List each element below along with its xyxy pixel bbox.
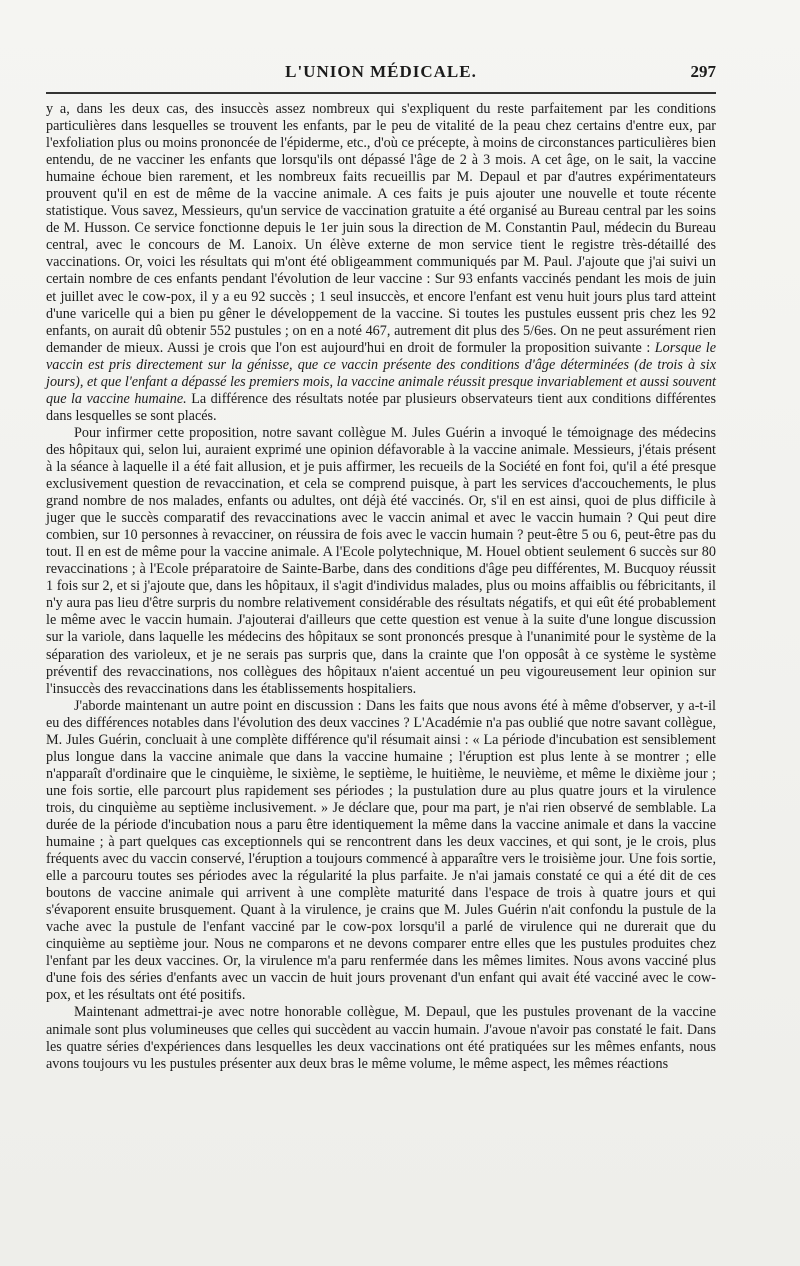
paragraph-text: La différence des résultats notée par plusieurs observateurs tient aux conditions différentes dans lesquelles se sont placés. [46,390,717,424]
header-rule [46,92,716,94]
paragraph-text: J'aborde maintenant un autre point en discussion : Dans les faits que nous avons été à même d'observer, y a-t-il eu des différences notables dans l'évolution des deux vaccines ? L'Académie n'a pas oublié que notre savant collègue, M. Jules Guérin, concluait à une complète différence qu'il résumait ainsi : « La période d'incubation est sensiblement plus longue dans la vaccine animale que dans la vaccine humaine ; l'éruption est plus lente à se montrer ; elle n'apparaît d'ordinaire que le cinquième, le sixième, le septième, le huitième, le neuvième, et même le dixième jour ; une fois sortie, elle parcourt plus rapidement ses périodes ; la pustulation dure au plus quatre jours et la virulence trois, du cinquième au septième inclusivement. » Je déclare que, pour ma part, je n'ai rien observé de semblable. La durée de la période d'incubation nous a paru être identiquement la même dans la vaccine animale et dans la vaccine humaine ; à part quelques cas exceptionnels qui se rencontrent dans les deux vaccines, et qui sont, je le crois, plus fréquents avec du vaccin conservé, l'éruption a toujours commencé à apparaître vers le troisième jour. Une fois sortie, elle a parcouru toutes ses périodes avec la régularité la plus parfaite. Je n'ai jamais constaté ce qui a été dit de ces boutons de vaccine animale qui arrivent à une complète maturité dans l'espace de trois à quatre jours et qui s'évaporent ensuite brusquement. Quant à la virulence, je crains que M. Jules Guérin n'ait confondu la pustule de la vache avec la pustule de l'enfant vacciné par le cow-pox lorsqu'il a parlé de virulence qui ne durerait que du cinquième au septième jour. Nous ne comparons et ne devons comparer entre elles que les pustules produites chez l'enfant par les deux vaccines. Or, la virulence m'a paru renfermée dans les mêmes limites. Nous avons vacciné plus d'une fois des séries d'enfants avec un vaccin de huit jours provenant d'un enfant qui avait été vacciné avec le cow-pox, et les résultats ont été positifs. [46,697,716,1004]
paragraph-4 [46,1004,716,1072]
page-number: 297 [690,62,716,81]
paragraph-3 [46,698,716,1005]
article-body [46,101,716,1073]
paragraph-text: Maintenant admettrai-je avec notre honorable collègue, M. Depaul, que les pustules provenant de la vaccine animale sont plus volumineuses que celles qui succèdent au vaccin humain. J'avoue n'avoir pas constaté le fait. Dans les quatre séries d'expériences dans lesquelles les deux vaccinations ont été pratiquées sur les mêmes enfants, nous avons toujours vu les pustules présenter aux deux bras le même volume, le même aspect, les mêmes réactions [46,1004,716,1072]
paragraph-text: y a, dans les deux cas, des insuccès assez nombreux qui s'expliquent du reste parfaitement par les conditions particulières dans lesquelles se trouvent les enfants, par le peu de vitalité de la peau chez certains d'entre eux, par l'exfoliation plus ou moins prononcée de l'épiderme, etc., d'où ce précepte, à moins de circonstances particulières bien entendu, de ne vacciner les enfants que lorsqu'ils ont dépassé l'âge de 2 à 3 mois. A cet âge, on le sait, la vaccine humaine échoue bien rarement, et les nombreux faits recueillis par M. Depaul et par d'autres expérimentateurs prouvent qu'il en est de même de la vaccine animale. A ces faits je puis ajouter une nouvelle et toute récente statistique. Vous savez, Messieurs, qu'un service de vaccination gratuite a été organisé au Bureau central par les soins de M. Husson. Ce service fonctionne depuis le 1er juin sous la direction de M. Constantin Paul, médecin du Bureau central, avec le concours de M. Lanoix. Un élève externe de mon service tient le registre très-détaillé des vaccinations. Or, voici les résultats qui m'ont été obligeamment communiqués par M. Paul. J'ajoute que j'ai suivi un certain nombre de ces enfants pendant l'évolution de leur vaccine : Sur 93 enfants vaccinés pendant les mois de juin et juillet avec le cow-pox, il y a eu 92 succès ; 1 seul insuccès, et encore l'enfant est venu huit jours plus tard atteint d'une varicelle qui a bien pu gêner le développement de la vaccine. Si toutes les pustules eussent pris chez les 92 enfants, on aurait dû obtenir 552 pustules ; on en a noté 467, autrement dit plus des 5/6es. On ne peut assurément rien demander de mieux. Aussi je crois que l'on est aujourd'hui en droit de formuler la proposition suivante : [46,101,716,356]
paragraph-1 [46,101,716,425]
paragraph-text: Pour infirmer cette proposition, notre savant collègue M. Jules Guérin a invoqué le témoignage des médecins des hôpitaux qui, selon lui, auraient exprimé une opinion défavorable à la vaccine animale. Messieurs, j'étais présent à la séance à laquelle il a été fait allusion, et je puis affirmer, les recueils de la Société en font foi, qu'il a été presque exclusivement question de revaccination, et cela se comprend puisque, à part les services d'accouchements, le plus grand nombre de nos malades, enfants ou adultes, ont déjà été vaccinés. Or, s'il en est ainsi, quoi de plus difficile à juger que le succès comparatif des revaccinations avec le vaccin animal et avec le vaccin humain ? Qui peut dire combien, sur 10 personnes à revacciner, on réussira de fois avec le vaccin humain ? peut-être 5 ou 6, peut-être pas du tout. Il en est de même pour la vaccine animale. A l'Ecole polytechnique, M. Houel obtient seulement 6 succès sur 80 revaccinations ; à l'Ecole préparatoire de Sainte-Barbe, dans des conditions d'âge peu différentes, M. Bucquoy réussit 1 fois sur 2, et si j'ajoute que, dans les hôpitaux, il s'agit d'individus malades, plus ou moins affaiblis ou fébricitants, il n'y aura pas lieu d'être surpris du nombre relativement considérable des résultats négatifs, et qui eût été probablement le même avec le vaccin humain. J'ajouterai d'ailleurs que cette question est venue à la suite d'une longue discussion sur la variole, dans laquelle les médecins des hôpitaux se sont prononcés presque à l'unanimité pour le système de la séparation des varioleux, et je ne serais pas surpris que, dans la crainte que l'on opposât à ce système le système préventif des revaccinations, nos collègues des hôpitaux n'aient accentué un peu vigoureusement leur opinion sur l'insuccès des revaccinations dans les établissements hospitaliers. [46,424,716,697]
page-header [46,58,716,88]
running-title: L'UNION MÉDICALE. [285,62,477,81]
paragraph-2 [46,425,716,698]
italic-proposition: Lorsque le vaccin est pris directement sur la génisse, que ce vaccin présente des conditions d'âge déterminées (de trois à six jours), et que l'enfant a dépassé les premiers mois, la vaccine animale réussit presque invariablement et aussi souvent que la vaccine humaine. [46,339,717,407]
